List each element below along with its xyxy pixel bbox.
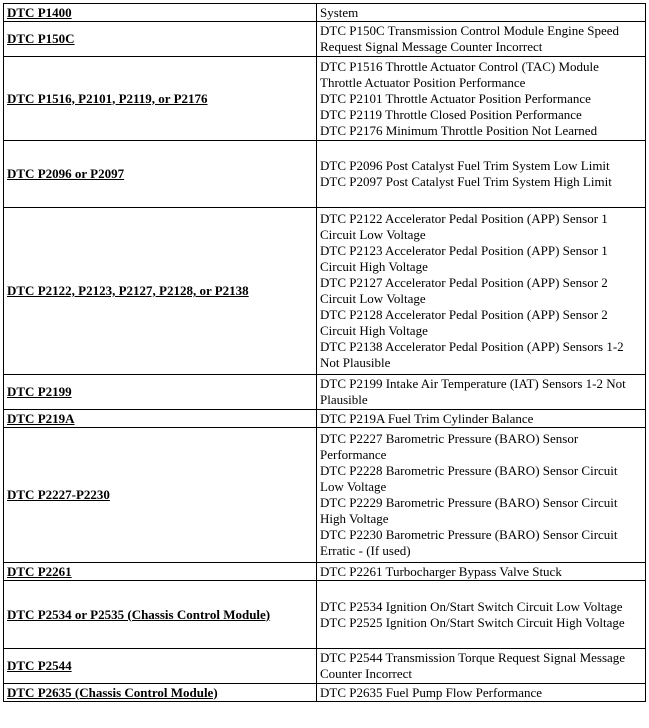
table-row [4,649,646,684]
dtc-link[interactable]: DTC P1516, P2101, P2119, or P2176 [4,57,317,141]
description-text: DTC P2199 Intake Air Temperature (IAT) Sensors 1-2 Not Plausible [320,376,626,407]
description-cell [317,581,646,649]
dtc-link[interactable]: DTC P2544 [4,649,317,684]
description-cell [317,684,646,702]
description-cell [317,141,646,208]
description-cell [317,428,646,563]
table-row [4,563,646,581]
table-row [4,375,646,410]
description-text: DTC P2127 Accelerator Pedal Position (APP) Sensor 2 Circuit Low Voltage [320,275,608,306]
table-row [4,141,646,208]
description-cell [317,410,646,428]
description-cell [317,563,646,581]
description-text: DTC P1516 Throttle Actuator Control (TAC) Module Throttle Actuator Position Performance [320,58,599,90]
table-row [4,22,646,57]
table-row [4,428,646,563]
description-text: DTC P2122 Accelerator Pedal Position (APP) Sensor 1 Circuit Low Voltage [320,211,608,242]
description-cell [317,22,646,57]
description-text: System [320,4,359,20]
description-cell [317,57,646,141]
table-row [4,57,646,141]
dtc-link[interactable]: DTC P2096 or P2097 [4,141,317,208]
description-cell [317,208,646,375]
dtc-link[interactable]: DTC P1400 [4,4,317,22]
table-row [4,4,646,22]
description-text: DTC P2119 Throttle Closed Position Performance [320,106,582,122]
description-text: DTC P2096 Post Catalyst Fuel Trim System Low Limit [320,158,610,173]
dtc-link[interactable]: DTC P2534 or P2535 (Chassis Control Module) [4,581,317,649]
description-cell [317,4,646,22]
description-cell [317,375,646,410]
description-text: DTC P2101 Throttle Actuator Position Performance [320,90,591,106]
description-text: DTC P2123 Accelerator Pedal Position (APP) Sensor 1 Circuit High Voltage [320,243,608,274]
dtc-link[interactable]: DTC P150C [4,22,317,57]
description-text: DTC P219A Fuel Trim Cylinder Balance [320,410,534,426]
description-text: DTC P2230 Barometric Pressure (BARO) Sensor Circuit Erratic - (If used) [320,527,618,558]
description-text: DTC P2229 Barometric Pressure (BARO) Sensor Circuit High Voltage [320,495,618,526]
dtc-link[interactable]: DTC P2635 (Chassis Control Module) [4,684,317,702]
description-text: DTC P2544 Transmission Torque Request Signal Message Counter Incorrect [320,650,626,681]
description-text: DTC P2128 Accelerator Pedal Position (APP) Sensor 2 Circuit High Voltage [320,307,608,338]
description-text: DTC P2228 Barometric Pressure (BARO) Sensor Circuit Low Voltage [320,463,618,494]
table-row [4,684,646,702]
description-text: DTC P2635 Fuel Pump Flow Performance [320,684,543,700]
dtc-table-body [4,4,646,702]
description-text: DTC P2227 Barometric Pressure (BARO) Sensor Performance [320,431,579,462]
description-text: DTC P2176 Minimum Throttle Position Not Learned [320,122,598,138]
table-row [4,208,646,375]
description-text: DTC P2525 Ignition On/Start Switch Circuit High Voltage [320,614,625,630]
table-row [4,410,646,428]
dtc-link[interactable]: DTC P2227-P2230 [4,428,317,563]
dtc-link[interactable]: DTC P2261 [4,563,317,581]
description-cell [317,649,646,684]
description-text: DTC P150C Transmission Control Module Engine Speed Request Signal Message Counter Incorrect [320,23,620,54]
description-text: DTC P2534 Ignition On/Start Switch Circuit Low Voltage [320,598,623,614]
dtc-link[interactable]: DTC P2199 [4,375,317,410]
description-text: DTC P2261 Turbocharger Bypass Valve Stuck [320,563,562,579]
dtc-link[interactable]: DTC P219A [4,410,317,428]
table-row [4,581,646,649]
description-text: DTC P2097 Post Catalyst Fuel Trim System High Limit [320,174,612,189]
dtc-link[interactable]: DTC P2122, P2123, P2127, P2128, or P2138 [4,208,317,375]
dtc-table [3,3,646,702]
description-text: DTC P2138 Accelerator Pedal Position (APP) Sensors 1-2 Not Plausible [320,339,624,370]
